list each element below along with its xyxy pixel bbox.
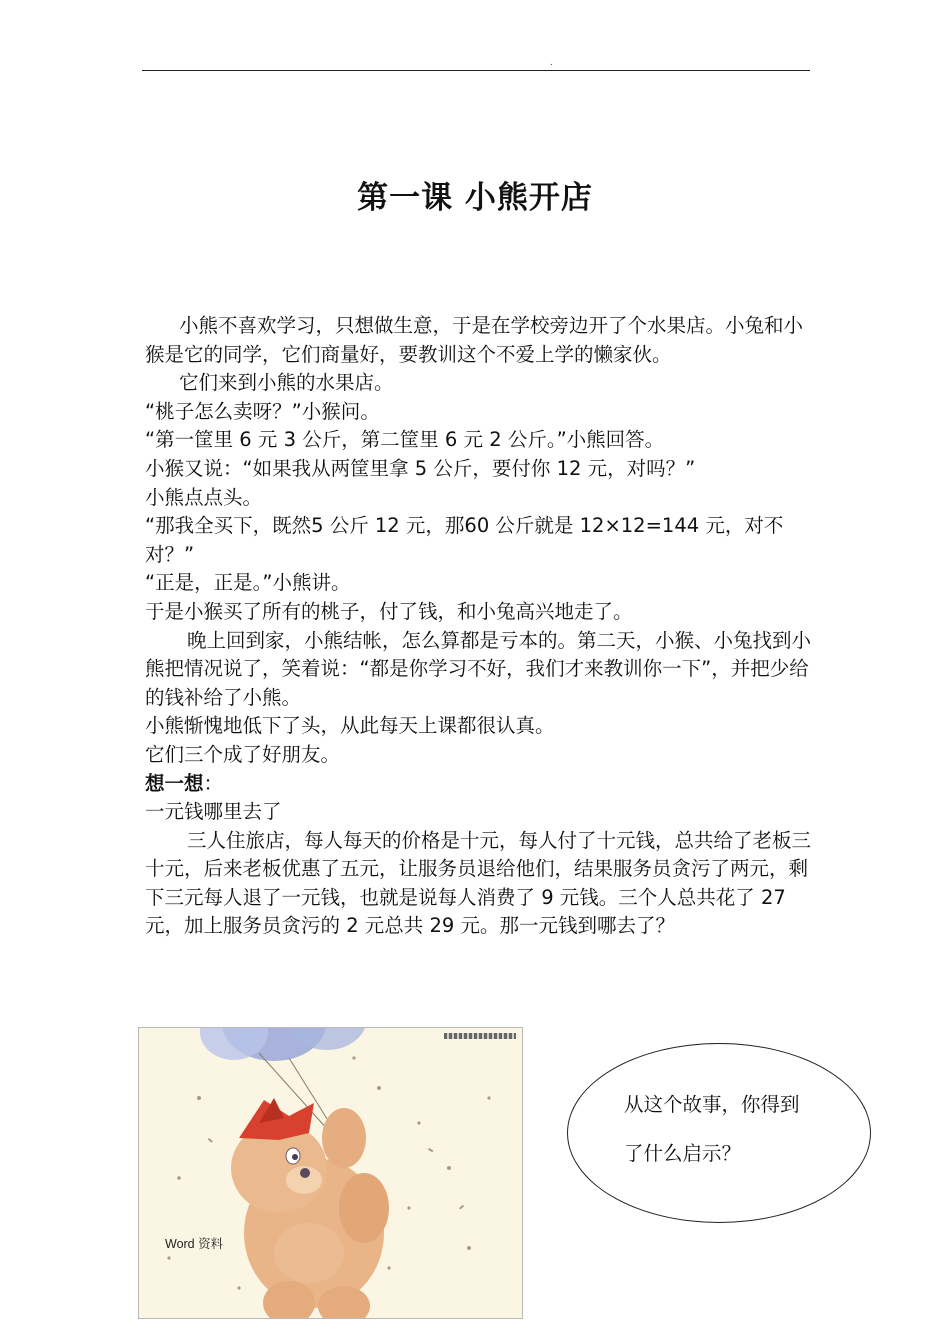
paragraph-1: 小熊不喜欢学习，只想做生意，于是在学校旁边开了个水果店。小兔和小猴是它的同学，它们商量好，要教训这个不爱上学的懒家伙。 xyxy=(145,314,804,366)
teddy-bear-picture xyxy=(138,1027,523,1319)
paragraph-10: 晚上回到家，小熊结帐，怎么算都是亏本的。第二天，小猴、小兔找到小熊把情况说了，笑着说：“都是你学习不好，我们才来教训你一下”，并把少给的钱补给了小熊。 xyxy=(145,628,812,709)
paragraph-9: 于是小猴买了所有的桃子，付了钱，和小兔高兴地走了。 xyxy=(145,599,633,623)
prompt-line-1: 从这个故事，你得到 xyxy=(624,1093,800,1116)
paragraph-8: “正是，正是。”小熊讲。 xyxy=(145,571,351,595)
paragraph-7: “那我全买下，既然5 公斤 12 元，那60 公斤就是 12×12=144 元，对不对？” xyxy=(145,514,784,566)
puzzle-text: 三人住旅店，每人每天的价格是十元，每人付了十元钱，总共给了老板三十元，后来老板优惠了五元，让服务员退给他们，结果服务员贪污了两元，剩下三元每人退了一元钱，也就是说每人消费了 9 元钱。三个人总共花了 27 元，加上服务员贪污的 2 元总共 29 元。那一元钱到哪去了？ xyxy=(145,828,812,938)
paragraph-5: 小猴又说：“如果我从两筐里拿 5 公斤，要付你 12 元，对吗？” xyxy=(145,456,696,480)
prompt-bubble xyxy=(567,1043,871,1223)
paragraph-3: “桃子怎么卖呀？”小猴问。 xyxy=(145,399,380,423)
prompt-line-2: 了什么启示？ xyxy=(624,1142,742,1165)
think-heading xyxy=(145,770,813,799)
paragraph-12: 它们三个成了好朋友。 xyxy=(145,742,341,766)
paragraph-4: “第一筐里 6 元 3 公斤，第二筐里 6 元 2 公斤。”小熊回答。 xyxy=(145,428,665,452)
paragraph-11: 小熊惭愧地低下了头，从此每天上课都很认真。 xyxy=(145,714,555,738)
think-colon: ： xyxy=(203,771,224,795)
header-dot: . xyxy=(550,58,553,68)
story-body xyxy=(145,312,813,941)
paragraph-2: 它们来到小熊的水果店。 xyxy=(179,371,394,395)
puzzle-title: 一元钱哪里去了 xyxy=(145,800,282,824)
paragraph-6: 小熊点点头。 xyxy=(145,485,263,509)
think-label: 想一想 xyxy=(145,771,204,795)
teddy-bear-illustration xyxy=(139,1028,522,1318)
picture-caption: Word 资料 xyxy=(165,1237,224,1251)
header-rule xyxy=(142,70,810,71)
picture-watermark xyxy=(444,1033,516,1039)
page-title: 第一课 小熊开店 xyxy=(357,180,593,216)
prompt-text xyxy=(624,1080,844,1178)
